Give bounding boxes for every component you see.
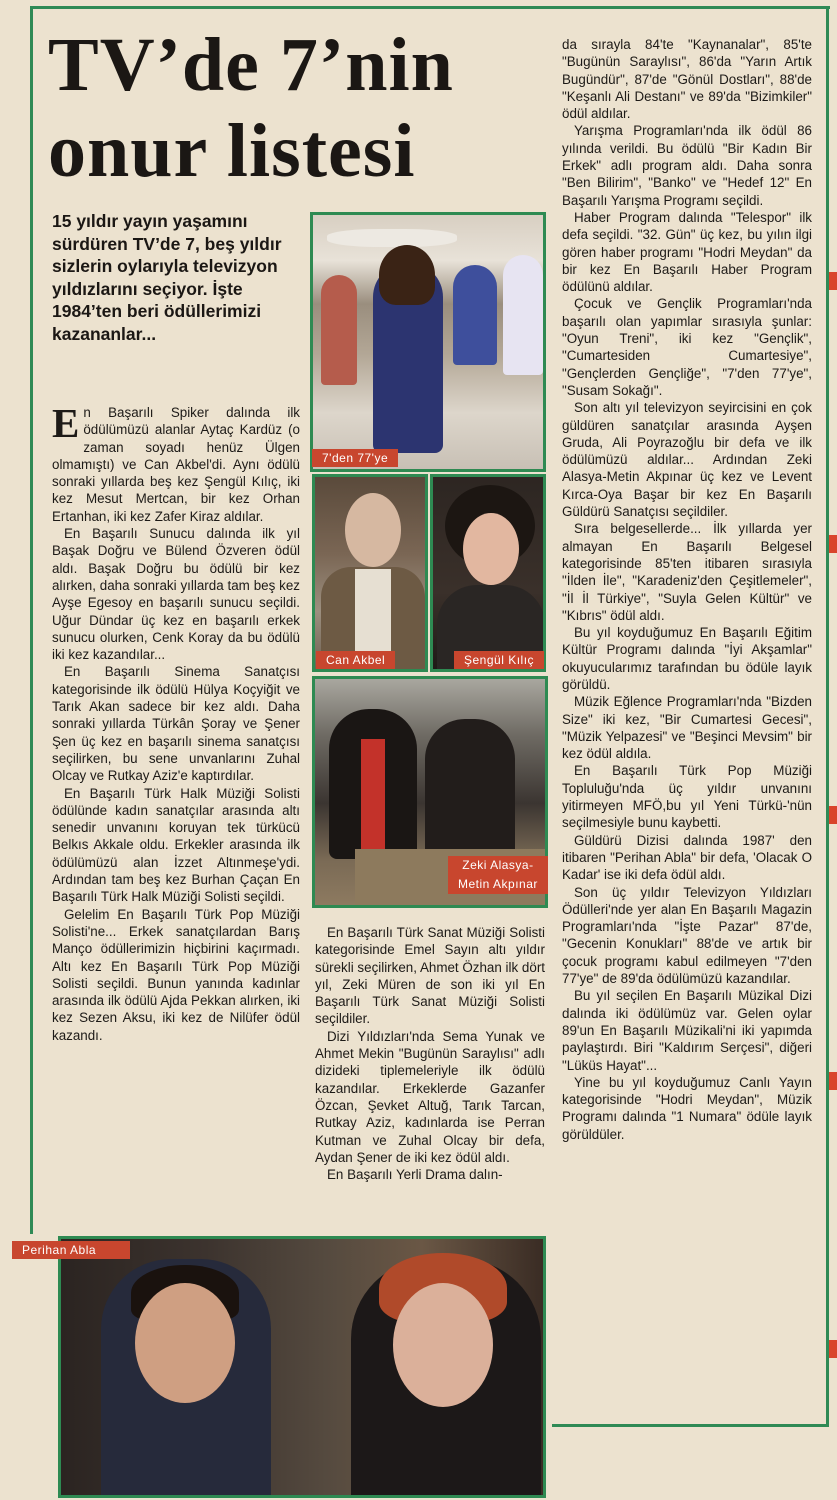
photo-perihan-abla — [58, 1236, 546, 1498]
frame-border-right — [826, 6, 829, 1426]
paragraph: Son üç yıldır Televizyon Yıldızları Ödülleri'nde yer alan En Başarılı Magazin Programları'nda "İşte Pazar" 87'de, "Gecenin Konukları" 88'de ve artık bir çocuk programı kabul edilmeyen "7'den 77'ye" de 89'da ödülümüzü kazandılar. — [562, 884, 812, 987]
paragraph: En Başarılı Sunucu dalında ilk yıl Başak Doğru ve Bülend Özveren ödül aldı. Başak Doğru bu ödülü bir kez alırken, daha sonraki yıllarda tam beş kez Ayşe Egesoy en başarılı sunucu seçildi. Uğur Dündar üç kez en başarılı erkek sunucu olurken, Cenk Koray da bu ödülü iki kez kazandılar... — [52, 526, 300, 663]
photo-detail — [453, 265, 497, 365]
photo-7den-77ye — [310, 212, 546, 472]
frame-border-top — [30, 6, 830, 9]
page-edge-marker — [829, 535, 837, 553]
page-edge-marker — [829, 806, 837, 824]
photo-caption: Zeki Alasya- Metin Akpınar — [448, 856, 548, 894]
photo-detail — [393, 1283, 493, 1407]
paragraph: En Başarılı Türk Halk Müziği Solisti ödülünde kadın sanatçılar arasında altı senedir unvanını koruyan tek türkücü Belkıs Akkale oldu. Erkekler arasında ilk ödülümüzü alan İzzet Altınmeşe'ydi. Ardından tam beş kez Burhan Çaçan En Başarılı Türk Halk Müziği Solisti seçildi. — [52, 785, 300, 905]
paragraph: Müzik Eğlence Programları'nda "Bizden Size" iki kez, "Bir Cumartesi Gecesi", "Müzik Yelpazesi" ve "Beşinci Mevsim" bir kez ödül aldıla. — [562, 694, 812, 762]
paragraph: En Başarılı Spiker dalında ilk ödülümüzü alanlar Aytaç Kardüz (o zaman soyadı henüz Ülgen olmamıştı) ve Can Akbel'di. Aynı ödülü sonraki yıllarda beş kez Şengül Kılıç, iki kez Mesut Mertcan, bir kez Orhan Ertanhan, iki kez Zafer Kiraz aldılar. — [52, 400, 300, 524]
paragraph: Dizi Yıldızları'nda Sema Yunak ve Ahmet Mekin "Bugünün Saraylısı" adlı dizideki tiplemeleriyle ilk ödülü kazandılar. Erkeklerde Gazanfer Özcan, Şevket Altuğ, Tarık Tarcan, Rutkay Aziz, kadınlarda ise Perran Kutman ve Zuhal Olcay bir defa, Aydan Şener de iki kez ödül aldı. — [315, 1028, 545, 1165]
paragraph: Yarışma Programları'nda ilk ödül 86 yılında verildi. Bu ödülü "Bir Kadın Bir Erkek" adlı program aldı. Daha sonra "Ben Bilirim", "Banko" ve "Hedef 12" En Başarılı Yarışma Programı seçildi. — [562, 123, 812, 208]
paragraph: da sırayla 84'te "Kaynanalar", 85'te "Bugünün Saraylısı", 86'da "Yarın Artık Bugündür", 87'de "Gönül Dostları", 88'de "Keşanlı Ali Destanı" ve 89'da "Bizimkiler" ödül aldılar. — [562, 37, 812, 122]
headline-line-2: onur listesi — [48, 109, 416, 193]
photo-caption: Şengül Kılıç — [454, 651, 544, 669]
photo-can-akbel — [312, 474, 428, 672]
paragraph: Sıra belgesellerde... İlk yıllarda yer almayan En Başarılı Belgesel kategorisinde 85'ten itibaren sırasıyla "İlden İle", "Karadeniz'den Çeşitlemeler", "İl İl Türkiye", "Suyla Gelen Kültür" ve "Kıbrıs" ödül aldı. — [562, 521, 812, 623]
photo-detail — [345, 493, 401, 567]
photo-caption: Perihan Abla — [12, 1241, 130, 1259]
headline-line-1: TV’de 7’nin — [48, 23, 454, 107]
paragraph: Gelelim En Başarılı Türk Pop Müziği Solisti'ne... Erkek sanatçılardan Barış Manço ödüllerimizin hiçbirini kaçırmadı. Altı kez En Başarılı Türk Pop Müziği Solisti seçildi. Bunun yanında kadınlar arasında ilk ödülü Ajda Pekkan alırken, iki kez Sezen Aksu, iki kez de Nilüfer ödül kazandı. — [52, 906, 300, 1043]
photo-detail — [355, 569, 391, 659]
paragraph: Çocuk ve Gençlik Programları'nda başarılı olan yapımlar sırasıyla şunlar: "Oyun Treni", iki kez "Gençlik", "Cumartesiden Cumartesiye", "Gençlerden Gençliğe", "7'den 77'ye", "Susam Sokağı". — [562, 296, 812, 398]
article-headline — [48, 22, 548, 194]
photo-detail — [503, 255, 543, 375]
page-edge-marker — [829, 1340, 837, 1358]
paragraph: En Başarılı Türk Sanat Müziği Solisti kategorisinde Emel Sayın altı yıldır sürekli seçilirken, Ahmet Özhan ilk dört yıl, Zeki Müren de son iki yıl En Başarılı Türk Sanat Müziği Solisti seçildiler. — [315, 925, 545, 1027]
article-column-3 — [562, 36, 812, 1143]
photo-detail — [463, 513, 519, 585]
photo-detail — [361, 739, 385, 849]
drop-cap: E — [52, 400, 80, 446]
photo-detail — [135, 1283, 235, 1403]
article-column-2 — [315, 924, 545, 1183]
photo-detail — [425, 719, 515, 859]
photo-sengul-kilic — [430, 474, 546, 672]
frame-border-left — [30, 6, 33, 1234]
article-column-1 — [52, 400, 300, 1044]
paragraph: Yine bu yıl koyduğumuz Canlı Yayın kategorisinde "Hodri Meydan", Müzik Programı dalında "1 Numara" ödüle layık görüldüler. — [562, 1074, 812, 1142]
page-edge-marker — [829, 272, 837, 290]
photo-detail — [327, 229, 457, 247]
article-lead: 15 yıldır yayın yaşamını sürdüren TV’de 7, beş yıldır sizlerin oylarıyla televizyon yıldızlarını seçiyor. İşte 1984’ten beri ödüllerimizi kazananlar... — [52, 211, 282, 344]
paragraph: Güldürü Dizisi dalında 1987' den itibaren "Perihan Abla" bir defa, 'Olacak O Kadar' ise iki defa ödül aldı. — [562, 832, 812, 883]
paragraph: Bu yıl koyduğumuz En Başarılı Eğitim Kültür Programı dalında "İyi Akşamlar" okuyucularımız tarafından bu ödüle layık görüldü. — [562, 625, 812, 692]
photo-caption: 7'den 77'ye — [312, 449, 398, 467]
paragraph: En Başarılı Sinema Sanatçısı kategorisinde ilk ödülü Hülya Koçyiğit ve Tarık Akan sadece bir kez aldı. Daha sonraki yıllarda Türkân Şoray ve Şener Şen üç kez en başarılı sinema sanatçısı seçilirken, bu sene unvanlarını Zuhal Olcay ve Rutkay Aziz'e kaptırdılar. — [52, 664, 300, 784]
paragraph: En Başarılı Yerli Drama dalın- — [327, 1167, 503, 1183]
paragraph: En Başarılı Türk Pop Müziği Topluluğu'nda üç yıldır unvanını yitirmeyen MFÖ,bu yıl Yeni Türkü-'nün seçilmesiyle bunu kaybetti. — [562, 763, 812, 831]
paragraph: Haber Program dalında "Telespor" ilk defa seçildi. "32. Gün" üç kez, bu yılın ilgi gören haber programı "Hodri Meydan" da bir kez En Başarılı Haber Program ödülünü aldılar. — [562, 209, 812, 295]
page-edge-marker — [829, 1072, 837, 1090]
photo-caption: Can Akbel — [316, 651, 395, 669]
frame-border-bottom — [552, 1424, 829, 1427]
paragraph: Bu yıl seçilen En Başarılı Müzikal Dizi dalında iki ödülümüz var. Gelen oylar 89'un En Başarılı Müzikali'ni iki yapımda paylaştırdı. Biri "Kaldırım Serçesi", diğeri "Lüküs Hayat"... — [562, 988, 812, 1073]
photo-detail — [321, 275, 357, 385]
paragraph: Son altı yıl televizyon seyircisini en çok güldüren sanatçılar arasında Ayşen Gruda, Ali Poyrazoğlu bir defa ve ilk ödülümüzü aldılar... Ardından Zeki Alasya-Metin Akpınar üç kez ve Levent Kırca-Oya Başar bir kez En Başarılı Güldürü Sanatçısı seçildiler. — [562, 400, 812, 520]
photo-detail — [379, 245, 435, 305]
